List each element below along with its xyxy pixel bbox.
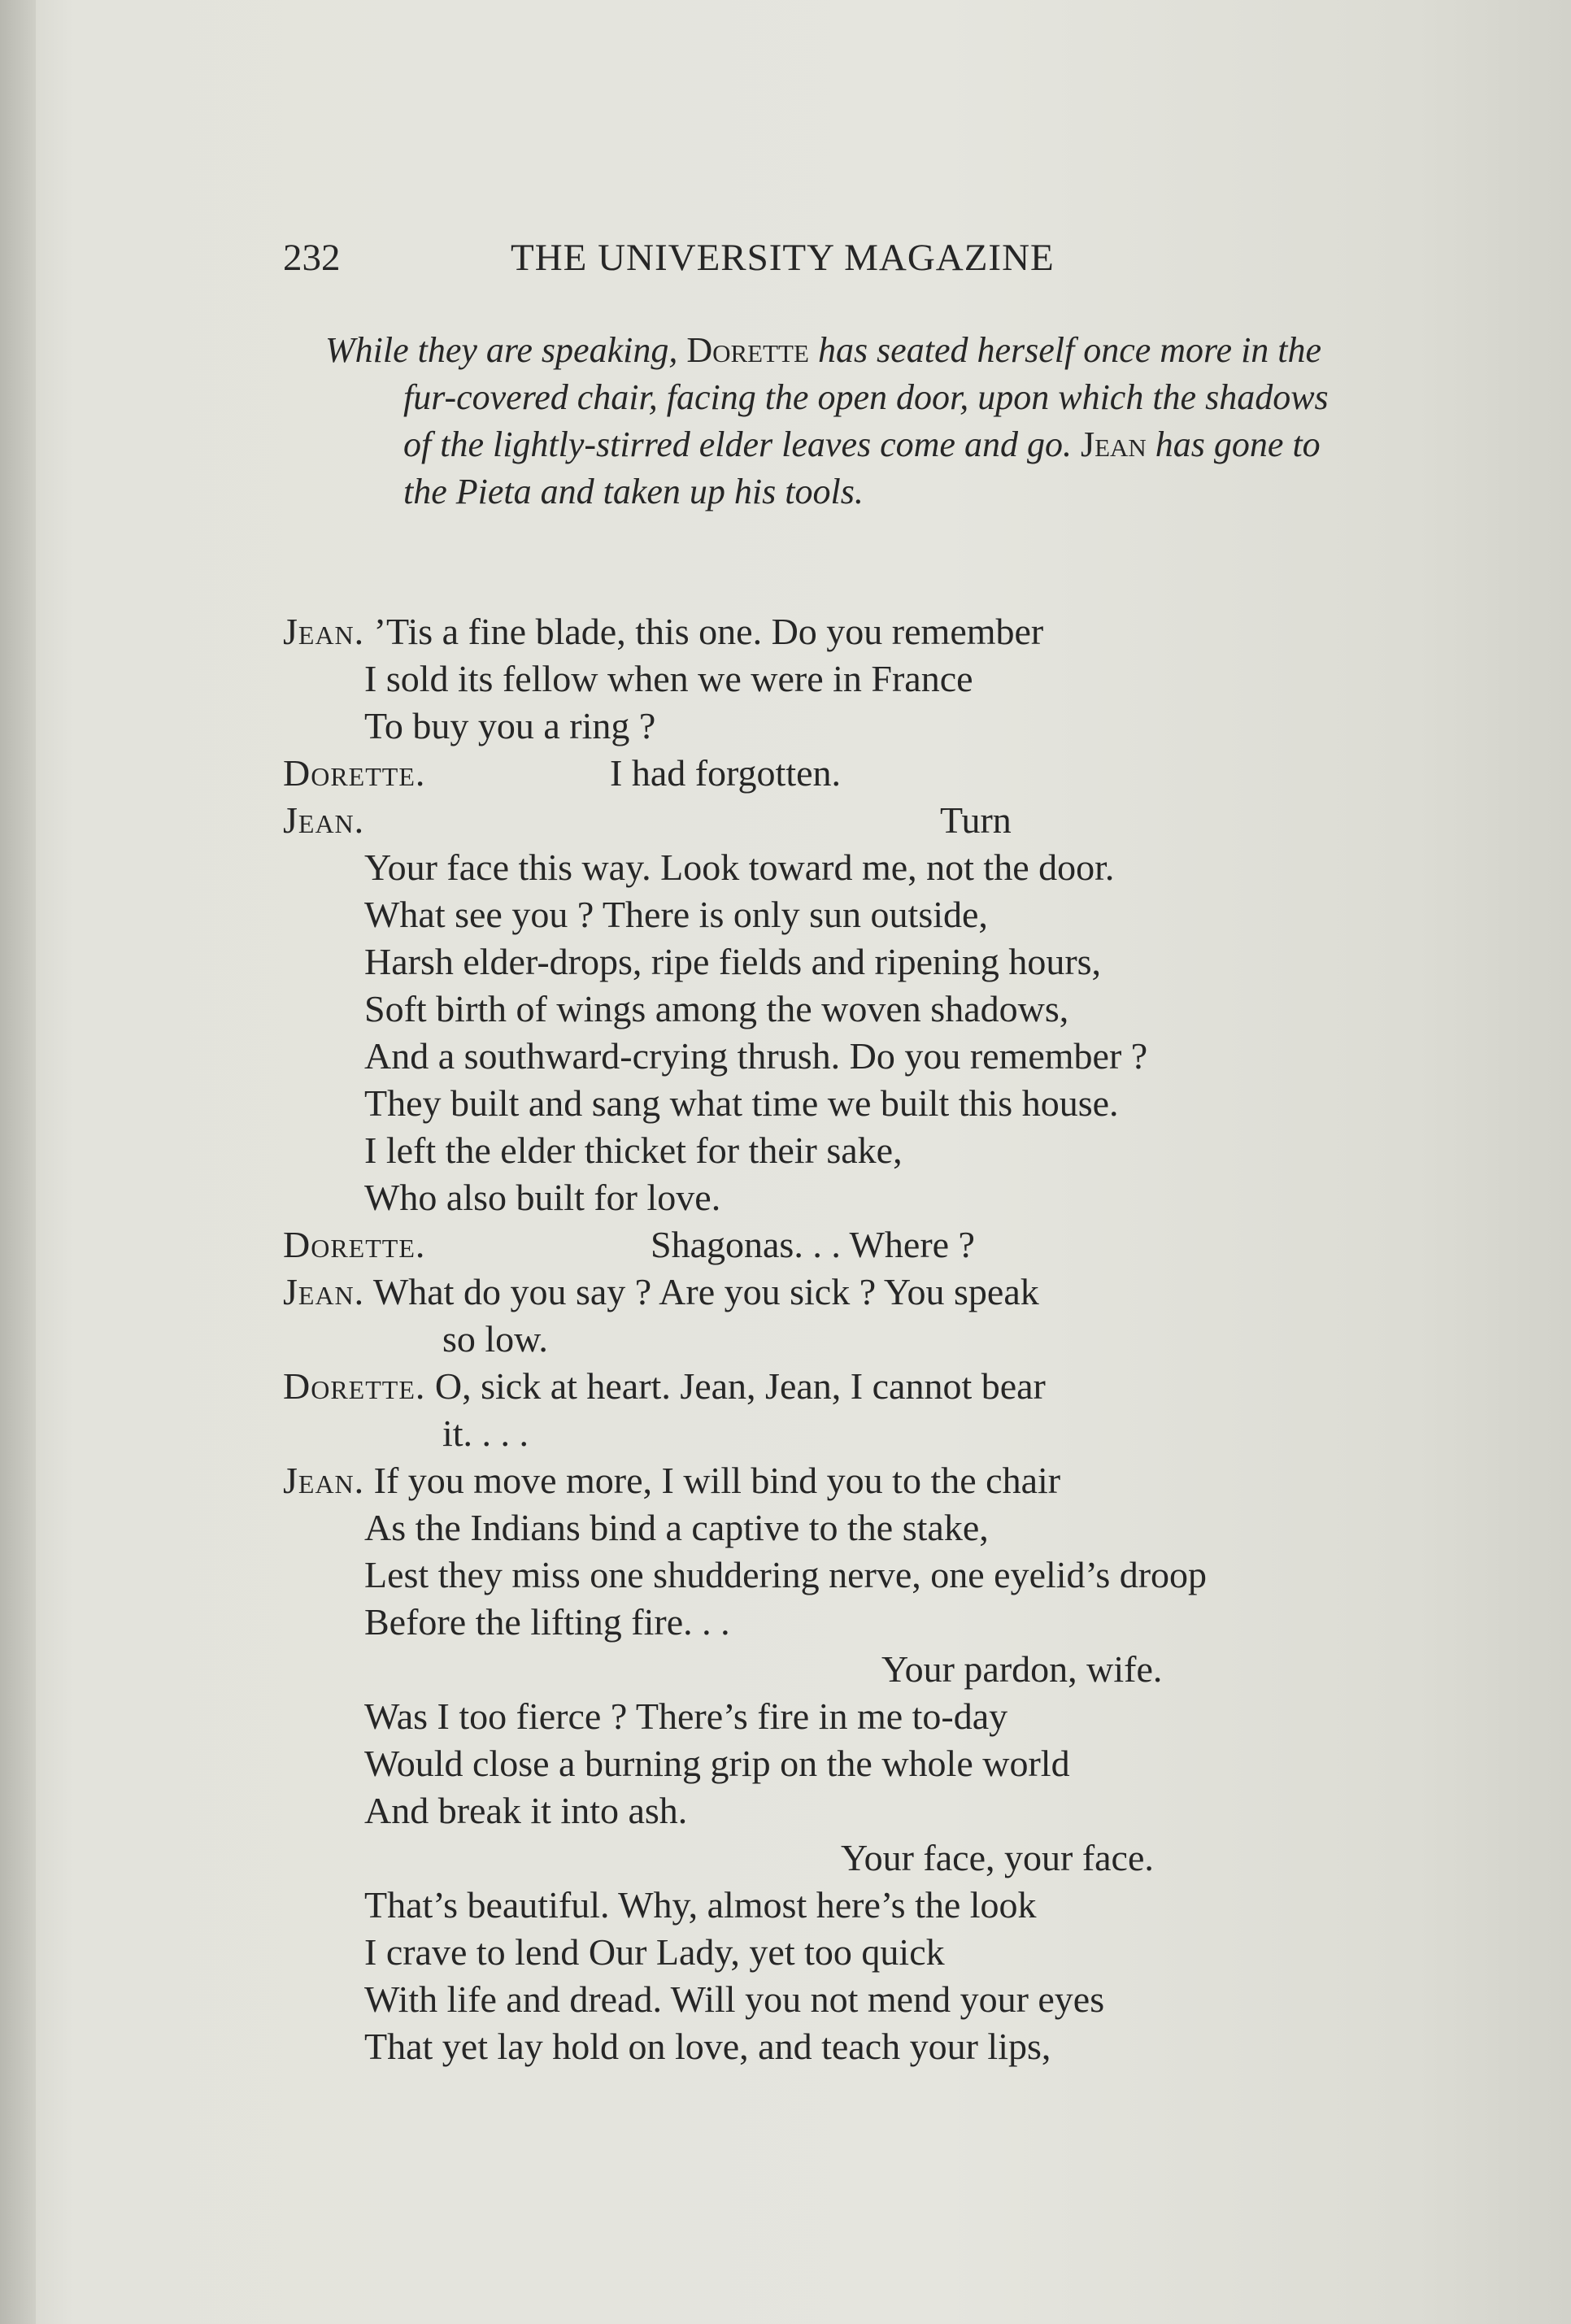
dialogue-line: [283, 797, 1259, 844]
dialogue-line: [283, 1363, 1046, 1410]
dialogue-line: [364, 1882, 1037, 1929]
stage-direction: [325, 327, 1343, 516]
dialogue-line: [364, 844, 1114, 891]
line-text: And a southward-crying thrush. Do you remember ?: [364, 1035, 1148, 1077]
dialogue-line: [881, 1646, 1162, 1693]
page-number: 232: [283, 237, 341, 279]
dialogue-line: [364, 1976, 1104, 2023]
dialogue-line: [283, 750, 842, 797]
stage-text: has seated herself once more in the fur-covered chair, facing the open door, upon which the shadows of the lightly-stirred elder leaves come and go.: [403, 330, 1329, 464]
dialogue-line: [364, 1080, 1119, 1127]
speaker-name: Jean.: [283, 1460, 365, 1501]
stage-text: has gone to the Pieta and taken up his tools.: [403, 424, 1321, 511]
page-header: [283, 236, 1153, 289]
line-text: That’s beautiful. Why, almost here’s the look: [364, 1884, 1037, 1926]
line-text: With life and dread. Will you not mend your eyes: [364, 1978, 1105, 2020]
line-text: Before the lifting fire. . .: [364, 1601, 730, 1643]
character-name: Jean: [1080, 424, 1147, 464]
line-text: so low.: [442, 1318, 548, 1360]
line-text: Your pardon, wife.: [881, 1648, 1163, 1690]
line-text: What see you ? There is only sun outside,: [364, 894, 988, 935]
line-text: Harsh elder-drops, ripe fields and ripening hours,: [364, 941, 1102, 982]
line-text: Soft birth of wings among the woven shadows,: [364, 988, 1069, 1029]
dialogue-line: [364, 703, 655, 750]
page-gutter: [0, 0, 36, 2324]
speaker-name: Dorette.: [283, 1365, 426, 1407]
line-text: Your face, your face.: [841, 1837, 1154, 1878]
line-text: Turn: [940, 799, 1012, 841]
speaker-name: Dorette.: [283, 752, 426, 794]
dialogue-line: [364, 655, 973, 703]
line-text: They built and sang what time we built this house.: [364, 1082, 1119, 1124]
dialogue-line: [364, 1929, 945, 1976]
line-text: it. . . .: [442, 1412, 529, 1454]
line-text: Who also built for love.: [364, 1177, 721, 1218]
line-text: O, sick at heart. Jean, Jean, I cannot bear: [425, 1365, 1046, 1407]
speaker-name: Dorette.: [283, 1224, 426, 1265]
line-text: I had forgotten.: [610, 752, 842, 794]
speaker-name: Jean.: [283, 799, 365, 841]
dialogue-line: [364, 1599, 730, 1646]
dialogue-line: [364, 1033, 1147, 1080]
stage-text: While they are speaking,: [325, 330, 687, 370]
line-text: Shagonas. . . Where ?: [651, 1224, 975, 1265]
line-text: Lest they miss one shuddering nerve, one eyelid’s droop: [364, 1554, 1208, 1595]
speaker-name: Jean.: [283, 1271, 365, 1312]
line-text: I sold its fellow when we were in France: [364, 658, 973, 699]
dialogue-line: [364, 891, 988, 938]
dialogue-line: [283, 1221, 1259, 1269]
line-text: Was I too fierce ? There’s fire in me to-day: [364, 1695, 1008, 1737]
line-text: I crave to lend Our Lady, yet too quick: [364, 1931, 945, 1973]
line-text: What do you say ? Are you sick ? You speak: [364, 1271, 1039, 1312]
line-text: And break it into ash.: [364, 1790, 688, 1831]
dialogue-line: [364, 1504, 989, 1552]
dialogue-line: [442, 1316, 548, 1363]
line-text: As the Indians bind a captive to the stake,: [364, 1507, 989, 1548]
dialogue-line: [442, 1410, 529, 1457]
dialogue-line: [364, 1787, 687, 1834]
dialogue-line: [364, 2023, 1051, 2070]
line-text: I left the elder thicket for their sake,: [364, 1129, 903, 1171]
line-text: ’Tis a fine blade, this one. Do you remember: [364, 611, 1044, 652]
line-text: If you move more, I will bind you to the chair: [364, 1460, 1061, 1501]
dialogue-line: [364, 1693, 1007, 1740]
line-text: Would close a burning grip on the whole world: [364, 1743, 1070, 1784]
dialogue-line: [283, 1457, 1060, 1504]
speaker-name: Jean.: [283, 611, 365, 652]
dialogue-line: [364, 1174, 720, 1221]
dialogue-line: [364, 986, 1068, 1033]
line-text: To buy you a ring ?: [364, 705, 656, 746]
dialogue-line: [283, 1269, 1039, 1316]
dialogue-line: [364, 1552, 1207, 1599]
dialogue-line: [283, 608, 1043, 655]
line-text: Your face this way. Look toward me, not the door.: [364, 846, 1115, 888]
dialogue-line: [364, 1740, 1070, 1787]
dialogue-line: [364, 938, 1101, 986]
dialogue-line: [841, 1834, 1154, 1882]
dialogue-line: [364, 1127, 903, 1174]
character-name: Dorette: [686, 330, 809, 370]
running-title: THE UNIVERSITY MAGAZINE: [511, 237, 1055, 279]
line-text: That yet lay hold on love, and teach your lips,: [364, 2026, 1051, 2067]
